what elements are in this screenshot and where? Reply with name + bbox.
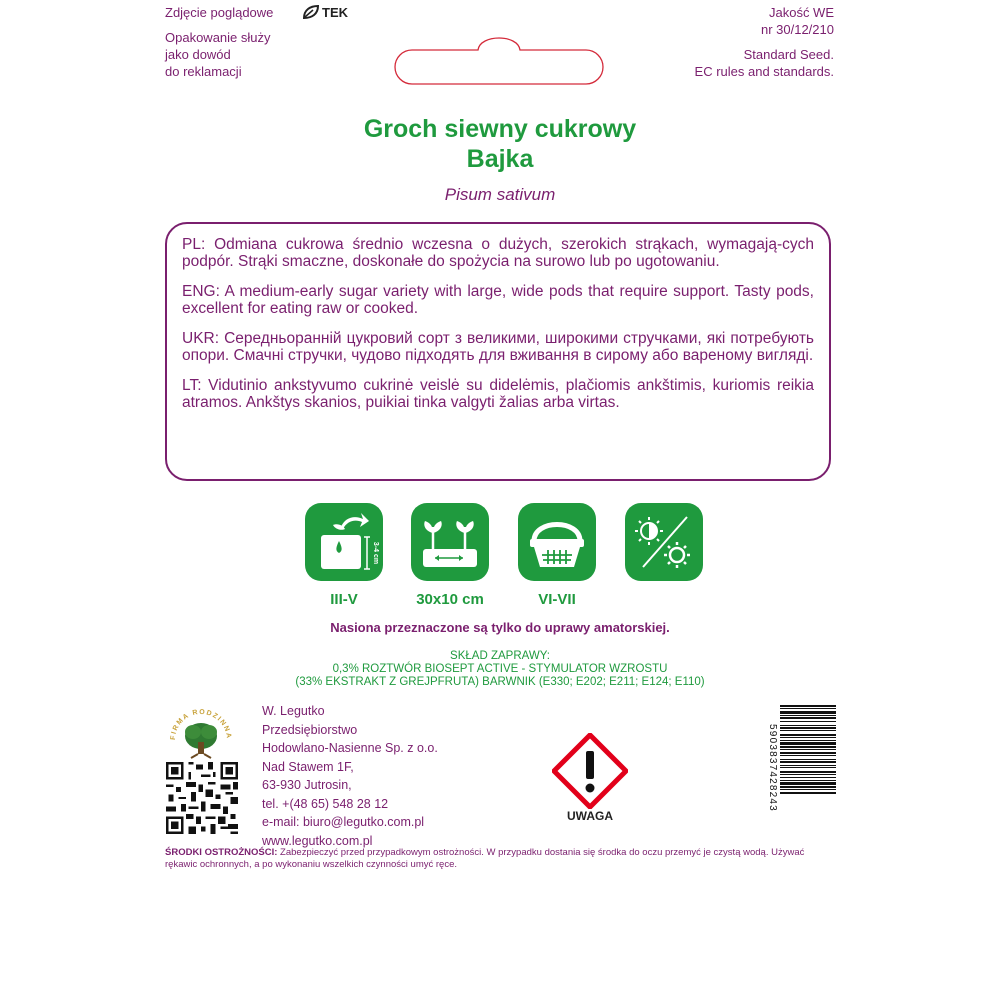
header-right bbox=[695, 4, 834, 80]
product-variety: Bajka bbox=[466, 145, 534, 173]
barcode-bar bbox=[780, 737, 836, 738]
description-eng: ENG: A medium-early sugar variety with large, wide pods that require support. Tasty pods, excellent for eating raw or cooked. bbox=[182, 283, 814, 317]
cultivation-icons bbox=[305, 503, 705, 583]
barcode-bar bbox=[780, 786, 836, 788]
company-line: 63-930 Jutrosin, bbox=[262, 778, 352, 792]
barcode-bar bbox=[780, 789, 836, 790]
description-lt: LT: Vidutinio ankstyvumo cukrinė veislė su didelėmis, plačiomis ankštimis, kuriomis reikia atramos. Ankštys skanios, puikiai tinka valgyti žalias arba virtas. bbox=[182, 377, 814, 411]
sowing-icon bbox=[305, 503, 383, 581]
barcode-bar bbox=[780, 740, 836, 741]
latin-name: Pisum sativum bbox=[444, 185, 556, 204]
header-right-line: Standard Seed. bbox=[743, 47, 834, 62]
company-line: Nad Stawem 1F, bbox=[262, 759, 354, 774]
hazard-label: UWAGA bbox=[567, 809, 613, 823]
barcode-bar bbox=[780, 725, 836, 726]
logo-text: FIRMA RODZINNA bbox=[169, 708, 233, 741]
barcode-bar bbox=[780, 711, 836, 714]
tek-badge bbox=[302, 4, 348, 20]
barcode-bar bbox=[780, 721, 836, 722]
header-left-line: Opakowanie służy bbox=[165, 30, 271, 45]
barcode-bar bbox=[780, 759, 836, 760]
barcode bbox=[764, 703, 836, 833]
harvest-label: VI-VII bbox=[538, 591, 576, 608]
sowing-depth-label: 3-4 cm bbox=[372, 541, 379, 565]
description-ukr: UKR: Середньоранній цукровий сорт з великими, широкими стручками, які потребують опори. Смачні стручки, чудово підходять для вживання в сирому або вареному вигляді. bbox=[182, 330, 814, 364]
sowing-month-label: III-V bbox=[330, 591, 358, 608]
barcode-bar bbox=[780, 765, 836, 766]
barcode-bar bbox=[780, 715, 836, 716]
product-title: Groch siewny cukrowy bbox=[363, 115, 637, 143]
barcode-bar bbox=[780, 742, 836, 745]
description-pl: PL: Odmiana cukrowa średnio wczesna o dużych, szerokich strąkach, wymagają-cych podpór. Strąki smaczne, doskonałe do spożycia na surowo lub po ugotowaniu. bbox=[182, 236, 814, 270]
barcode-bar bbox=[780, 771, 836, 773]
composition-line: 0,3% ROZTWÓR BIOSEPT ACTIVE - STYMULATOR WZROSTU bbox=[332, 663, 668, 675]
header-left-line bbox=[165, 21, 273, 29]
barcode-bar bbox=[780, 727, 836, 729]
barcode-bar bbox=[780, 749, 836, 750]
composition-heading: SKŁAD ZAPRAWY: bbox=[450, 650, 550, 662]
barcode-bar bbox=[780, 792, 836, 794]
spacing-icon bbox=[411, 503, 489, 581]
barcode-bar bbox=[780, 708, 836, 709]
spacing-label: 30x10 cm bbox=[416, 591, 484, 608]
description-box bbox=[165, 222, 831, 481]
header-left-line: Zdjęcie poglądowe bbox=[165, 5, 274, 20]
leaf-icon bbox=[302, 4, 320, 20]
barcode-digits: 5903837428243 bbox=[767, 724, 778, 812]
header-right-line bbox=[695, 38, 834, 46]
barcode-bar bbox=[780, 774, 836, 775]
barcode-bar bbox=[780, 777, 836, 778]
barcode-bar bbox=[780, 755, 836, 756]
barcode-bar bbox=[780, 734, 836, 736]
barcode-bar bbox=[780, 780, 836, 781]
precautions-text: Zabezpieczyć przed przypadkowym ostrożności. W przypadku dostania się środka do oczu przemyć je czystą wodą. Używać rękawic ochronnych, a po wykonaniu wszelkich czynności umyć ręce. bbox=[165, 847, 805, 870]
barcode-bar bbox=[780, 730, 836, 731]
barcode-bar bbox=[780, 761, 836, 763]
exclamation-hazard-icon bbox=[552, 733, 628, 809]
company-info bbox=[262, 702, 438, 850]
header-right-line: nr 30/12/210 bbox=[760, 22, 834, 37]
composition bbox=[165, 650, 835, 689]
header-left-line: jako dowód bbox=[165, 47, 231, 62]
company-line: tel. +(48 65) 548 28 12 bbox=[262, 796, 389, 811]
header-left-line: do reklamacji bbox=[165, 64, 242, 79]
header-right-line: Jakość WE bbox=[768, 5, 834, 20]
hanger-cutout bbox=[394, 30, 604, 86]
barcode-bar bbox=[780, 782, 836, 785]
company-line: Hodowlano-Nasienne Sp. z o.o. bbox=[262, 741, 438, 755]
precautions-heading: ŚRODKI OSTROŻNOŚCI: bbox=[165, 847, 278, 858]
sun-shade-icon bbox=[625, 503, 703, 581]
company-line: W. Legutko bbox=[262, 704, 325, 718]
barcode-bar bbox=[780, 767, 836, 768]
qr-code bbox=[166, 762, 238, 834]
header-left bbox=[165, 4, 273, 80]
composition-line: (33% EKSTRAKT Z GREJPFRUTA) BARWNIK (E330; E202; E211; E124; E110) bbox=[295, 676, 705, 688]
barcode-bar bbox=[780, 705, 836, 707]
precautions bbox=[165, 847, 835, 871]
family-firm-logo bbox=[165, 700, 235, 760]
barcode-bar bbox=[780, 746, 836, 748]
harvest-basket-icon bbox=[518, 503, 596, 581]
barcode-bar bbox=[780, 752, 836, 754]
barcode-bar bbox=[780, 717, 836, 719]
company-email: e-mail: biuro@legutko.com.pl bbox=[262, 815, 425, 829]
company-line: Przedsiębiorstwo bbox=[262, 722, 358, 737]
amateur-notice: Nasiona przeznaczone są tylko do uprawy amatorskiej. bbox=[330, 620, 670, 635]
company-website: www.legutko.com.pl bbox=[262, 833, 373, 848]
tek-label: TEK bbox=[322, 4, 348, 20]
header-right-line: EC rules and standards. bbox=[694, 64, 834, 79]
